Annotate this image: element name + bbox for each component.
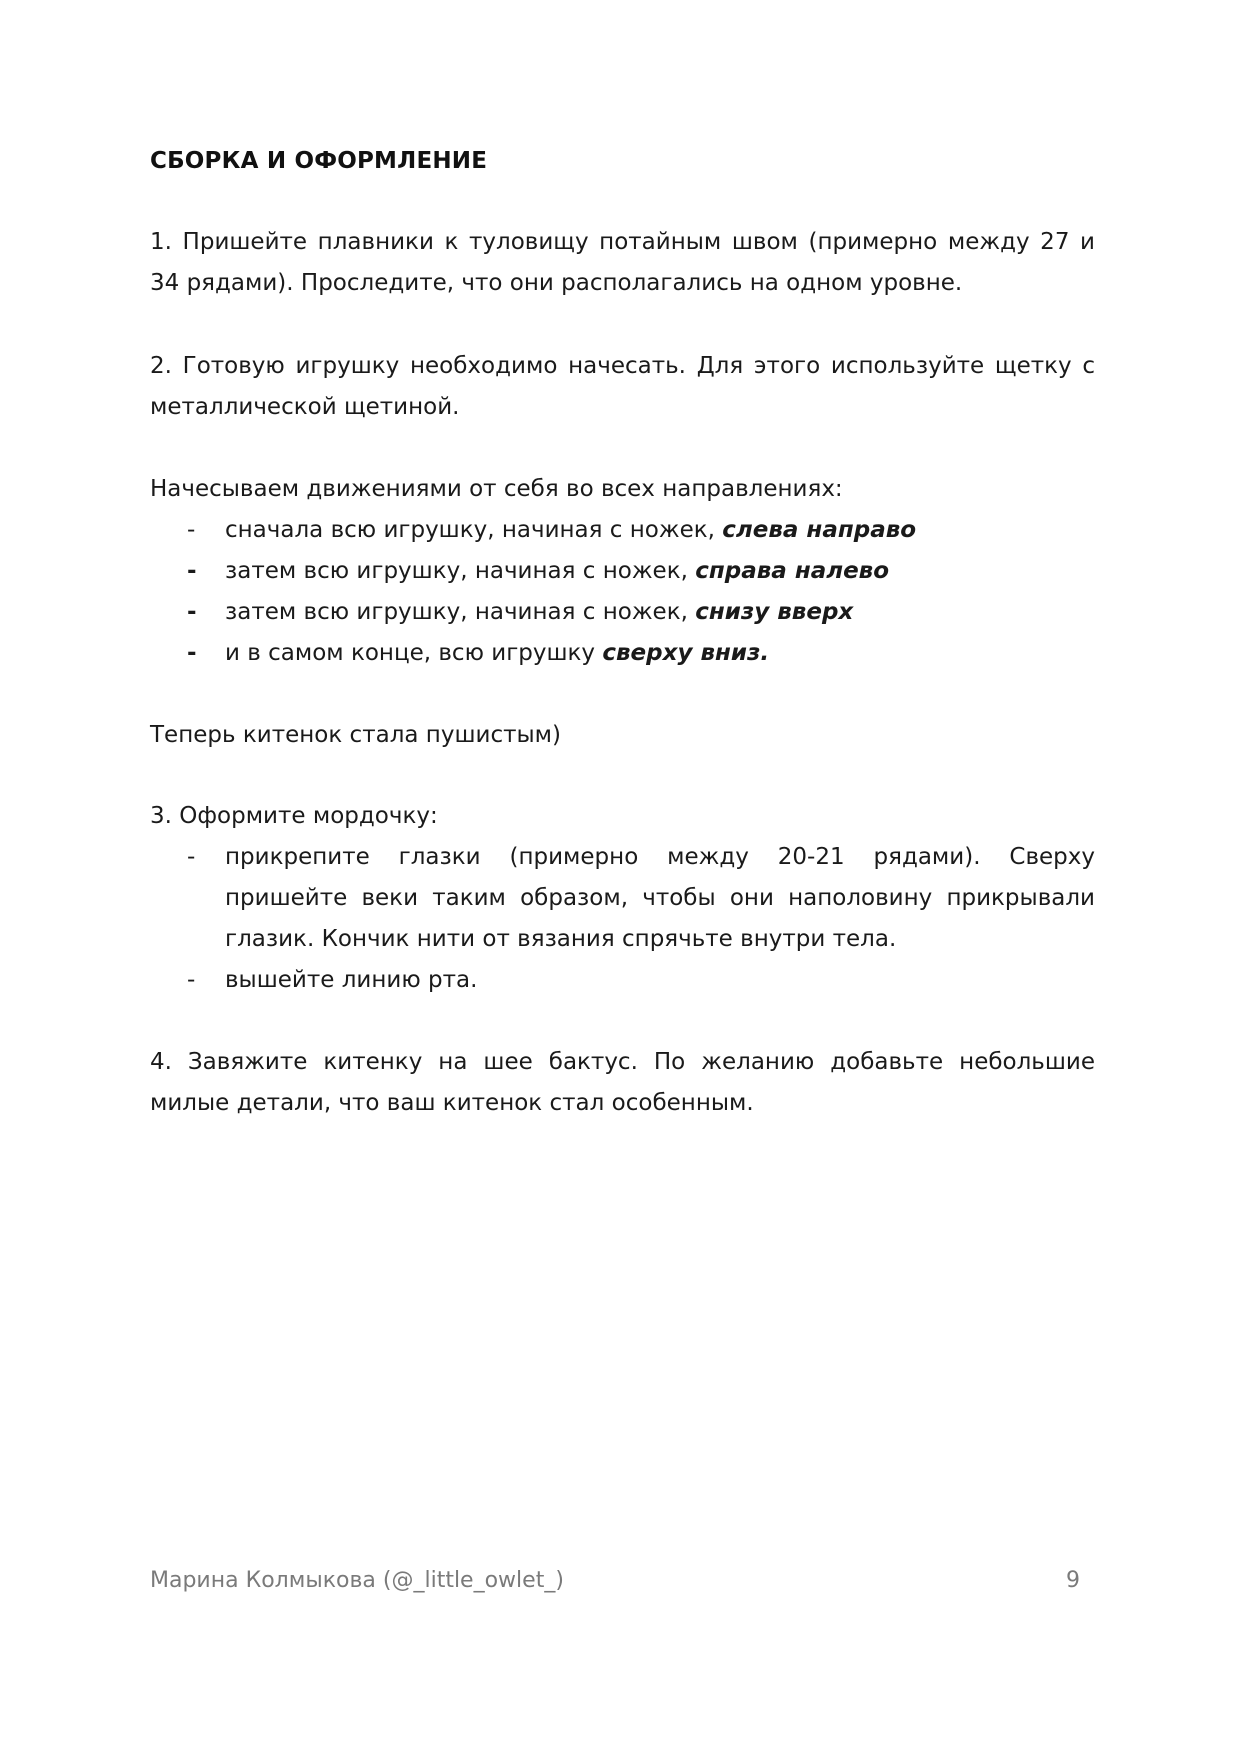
list-item xyxy=(150,837,1095,960)
list-item xyxy=(150,510,1095,551)
list-item-text: вышейте линию рта. xyxy=(225,967,478,993)
step-2-paragraph: 2. Готовую игрушку необходимо начесать. Для этого используйте щетку с металлической щетиной. xyxy=(150,353,1095,420)
combing-directions-list xyxy=(150,510,1095,674)
dash-bullet: - xyxy=(187,844,196,870)
list-item xyxy=(150,592,1095,633)
face-steps-list xyxy=(150,837,1095,1001)
section-heading: СБОРКА И ОФОРМЛЕНИЕ xyxy=(150,148,488,174)
step-3-intro: 3. Оформите мордочку: xyxy=(150,803,438,829)
list-item-text: затем всю игрушку, начиная с ножек, xyxy=(225,558,696,584)
dash-bullet: - xyxy=(187,558,197,584)
list-item xyxy=(150,633,1095,674)
result-paragraph: Теперь китенок стала пушистым) xyxy=(150,722,561,748)
dash-bullet: - xyxy=(187,517,196,543)
list-item-emphasis: сверху вниз. xyxy=(602,640,770,666)
footer-author: Марина Колмыкова (@_little_owlet_) xyxy=(150,1568,564,1593)
list-item-emphasis: слева направо xyxy=(722,517,917,543)
list-item-text: затем всю игрушку, начиная с ножек, xyxy=(225,599,696,625)
step-1-paragraph: 1. Пришейте плавники к туловищу потайным швом (примерно между 27 и 34 рядами). Проследите, что они располагались на одном уровне. xyxy=(150,229,1095,296)
dash-bullet: - xyxy=(187,640,197,666)
list-item-text: и в самом конце, всю игрушку xyxy=(225,640,603,666)
combing-intro: Начесываем движениями от себя во всех направлениях: xyxy=(150,476,843,502)
dash-bullet: - xyxy=(187,599,197,625)
list-item-emphasis: снизу вверх xyxy=(695,599,854,625)
dash-bullet: - xyxy=(187,967,196,993)
list-item xyxy=(150,551,1095,592)
page-number: 9 xyxy=(1066,1568,1080,1593)
list-item-text: сначала всю игрушку, начиная с ножек, xyxy=(225,517,723,543)
step-4-paragraph: 4. Завяжите китенку на шее бактус. По желанию добавьте небольшие милые детали, что ваш китенок стал особенным. xyxy=(150,1049,1095,1116)
list-item xyxy=(150,960,1095,1001)
list-item-text: прикрепите глазки (примерно между 20-21 рядами). Сверху пришейте веки таким образом, чтобы они наполовину прикрывали глазик. Кончик нити от вязания спрячьте внутри тела. xyxy=(225,844,1095,952)
list-item-emphasis: справа налево xyxy=(695,558,890,584)
